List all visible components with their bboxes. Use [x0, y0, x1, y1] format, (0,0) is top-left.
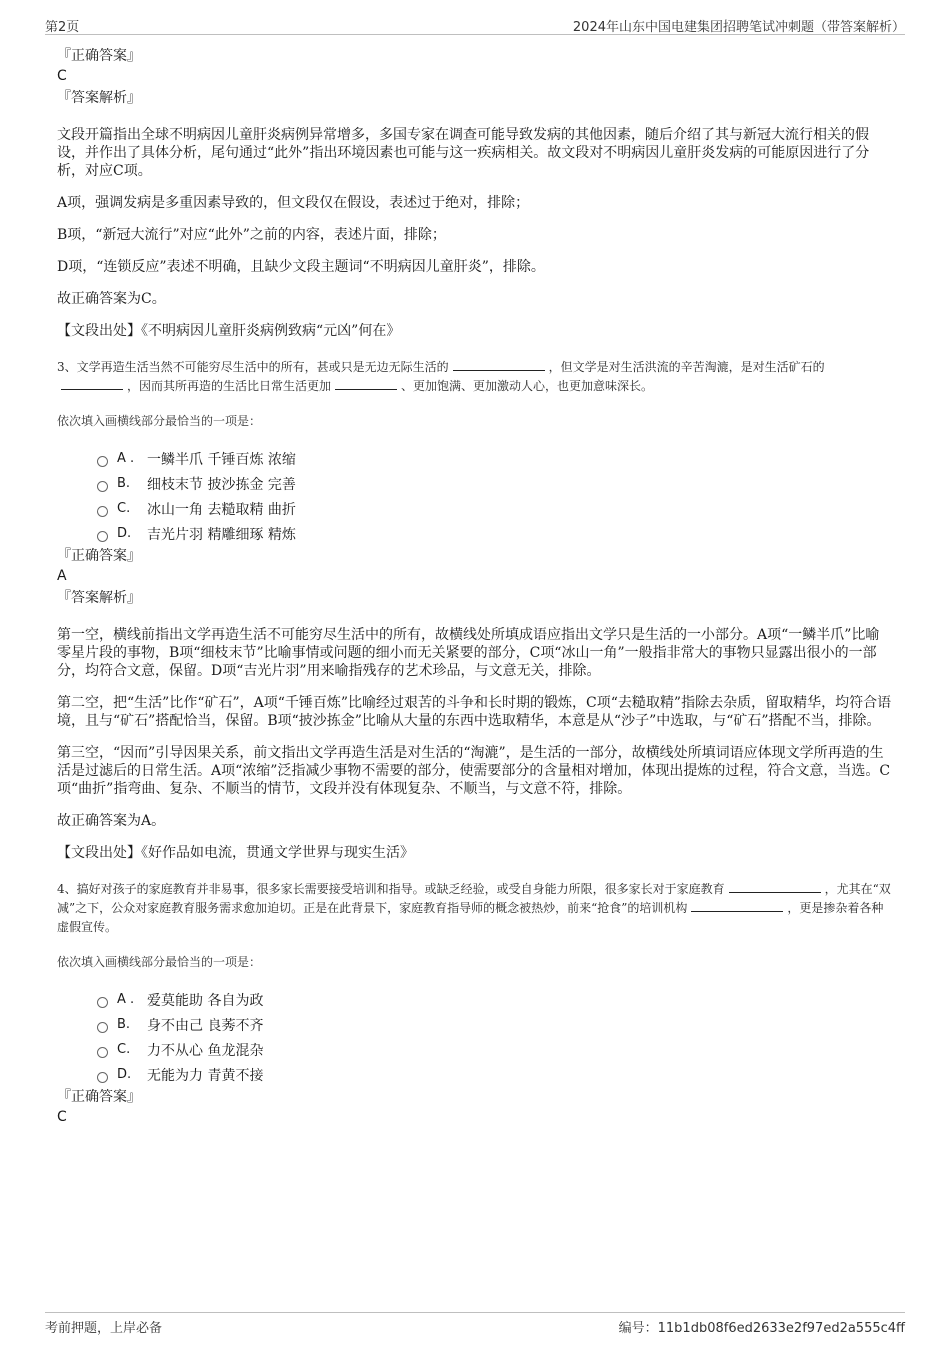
fill-blank: [453, 358, 545, 371]
option-d[interactable]: D. 无能为力 青黄不接: [97, 1062, 892, 1087]
page-content: [57, 46, 892, 1129]
question-3-options: [97, 446, 892, 546]
correct-answer-label: 『正确答案』: [57, 548, 141, 564]
question-3-stem: 3、文学再造生活当然不可能穷尽生活中的所有，甚或只是无边无际生活的 ，但文学是对生活洪流的辛苦淘漉，是对生活矿石的，因而其所再造的生活比日常生活更加 、更加饱满、更加激动人心，也更加意味深长。: [57, 360, 825, 393]
correct-answer-value: C: [57, 68, 67, 84]
question-prompt: 依次填入画横线部分最恰当的一项是：: [57, 414, 262, 428]
footer-slogan: 考前押题，上岸必备: [45, 1321, 163, 1336]
analysis-label: 『答案解析』: [57, 90, 141, 106]
radio-icon[interactable]: [97, 456, 108, 467]
correct-answer-label: 『正确答案』: [57, 48, 141, 64]
analysis-label: 『答案解析』: [57, 590, 141, 606]
document-title: 2024年山东中国电建集团招聘笔试冲刺题（带答案解析）: [572, 20, 905, 35]
source-note: 【文段出处】《不明病因儿童肝炎病例致病“元凶”何在》: [57, 323, 401, 339]
radio-icon[interactable]: [97, 506, 108, 517]
option-a[interactable]: A . 爱莫能助 各自为政: [97, 987, 892, 1012]
analysis-paragraph: 文段开篇指出全球不明病因儿童肝炎病例异常增多，多国专家在调查可能导致发病的其他因素，随后介绍了其与新冠大流行相关的假设，并作出了具体分析，尾句通过“此外”指出环境因素也可能与这一疾病相关。故文段对不明病因儿童肝炎发病的可能原因进行了分析，对应C项。: [57, 127, 870, 179]
fill-blank: [691, 899, 783, 912]
analysis-paragraph: D项，“连锁反应”表述不明确，且缺少文段主题词“不明病因儿童肝炎”，排除。: [57, 259, 545, 275]
radio-icon[interactable]: [97, 1022, 108, 1033]
option-b[interactable]: B. 细枝末节 披沙拣金 完善: [97, 471, 892, 496]
analysis-paragraph: A项，强调发病是多重因素导致的，但文段仅在假设，表述过于绝对，排除；: [57, 195, 530, 211]
question-4-options: [97, 987, 892, 1087]
document-code: 编号：11b1db08f6ed2633e2f97ed2a555c4ff: [618, 1321, 905, 1336]
radio-icon[interactable]: [97, 1072, 108, 1083]
option-c[interactable]: C. 冰山一角 去糙取精 曲折: [97, 496, 892, 521]
question-4-stem: 4、搞好对孩子的家庭教育并非易事，很多家长需要接受培训和指导。或缺乏经验，或受自身能力所限，很多家长对于家庭教育 ，尤其在“双减”之下，公众对家庭教育服务需求愈加迫切。正是在此背景下，家庭教育指导师的概念被热炒，前来“抢食”的培训机构 ，更是掺杂着各种虚假宣传。: [57, 882, 891, 934]
page-header: [45, 14, 905, 35]
page-number: 第2页: [45, 20, 80, 35]
analysis-paragraph: 故正确答案为C。: [57, 291, 166, 307]
analysis-paragraph: 故正确答案为A。: [57, 813, 166, 829]
correct-answer-label: 『正确答案』: [57, 1089, 141, 1105]
radio-icon[interactable]: [97, 1047, 108, 1058]
analysis-paragraph: B项，“新冠大流行”对应“此外”之前的内容，表述片面，排除；: [57, 227, 446, 243]
option-a[interactable]: A . 一鳞半爪 千锤百炼 浓缩: [97, 446, 892, 471]
option-b[interactable]: B. 身不由己 良莠不齐: [97, 1012, 892, 1037]
question-prompt: 依次填入画横线部分最恰当的一项是：: [57, 955, 262, 969]
analysis-paragraph: 第一空，横线前指出文学再造生活不可能穷尽生活中的所有，故横线处所填成语应指出文学只是生活的一小部分。A项“一鳞半爪”比喻零星片段的事物，B项“细枝末节”比喻事情或问题的细小而无关紧要的部分，C项“冰山一角”一般指非常大的事物只显露出很小的一部分，均符合文意，保留。D项“吉光片羽”用来喻指残存的艺术珍品，与文意无关，排除。: [57, 627, 880, 679]
option-c[interactable]: C. 力不从心 鱼龙混杂: [97, 1037, 892, 1062]
correct-answer-value: C: [57, 1109, 67, 1125]
radio-icon[interactable]: [97, 531, 108, 542]
radio-icon[interactable]: [97, 481, 108, 492]
option-d[interactable]: D. 吉光片羽 精雕细琢 精炼: [97, 521, 892, 546]
fill-blank: [335, 377, 397, 390]
page-footer: [45, 1312, 905, 1337]
correct-answer-value: A: [57, 568, 67, 584]
analysis-paragraph: 第三空，“因而”引导因果关系，前文指出文学再造生活是对生活的“淘漉”，是生活的一部分，故横线处所填词语应体现文学所再造的生活是过滤后的日常生活。A项“浓缩”泛指减少事物不需要的部分，使需要部分的含量相对增加，体现出提炼的过程，符合文意，当选。C项“曲折”指弯曲、复杂、不顺当的情节，文段并没有体现复杂、不顺当，与文意不符，排除。: [57, 745, 891, 797]
fill-blank: [61, 377, 123, 390]
fill-blank: [729, 880, 821, 893]
analysis-paragraph: 第二空，把“生活”比作“矿石”，A项“千锤百炼”比喻经过艰苦的斗争和长时期的锻炼，C项“去糙取精”指除去杂质，留取精华，均符合语境，且与“矿石”搭配恰当，保留。B项“披沙拣金”比喻从大量的东西中选取精华，本意是从“沙子”中选取，与“矿石”搭配不当，排除。: [57, 695, 892, 729]
source-note: 【文段出处】《好作品如电流，贯通文学世界与现实生活》: [57, 845, 414, 861]
radio-icon[interactable]: [97, 997, 108, 1008]
